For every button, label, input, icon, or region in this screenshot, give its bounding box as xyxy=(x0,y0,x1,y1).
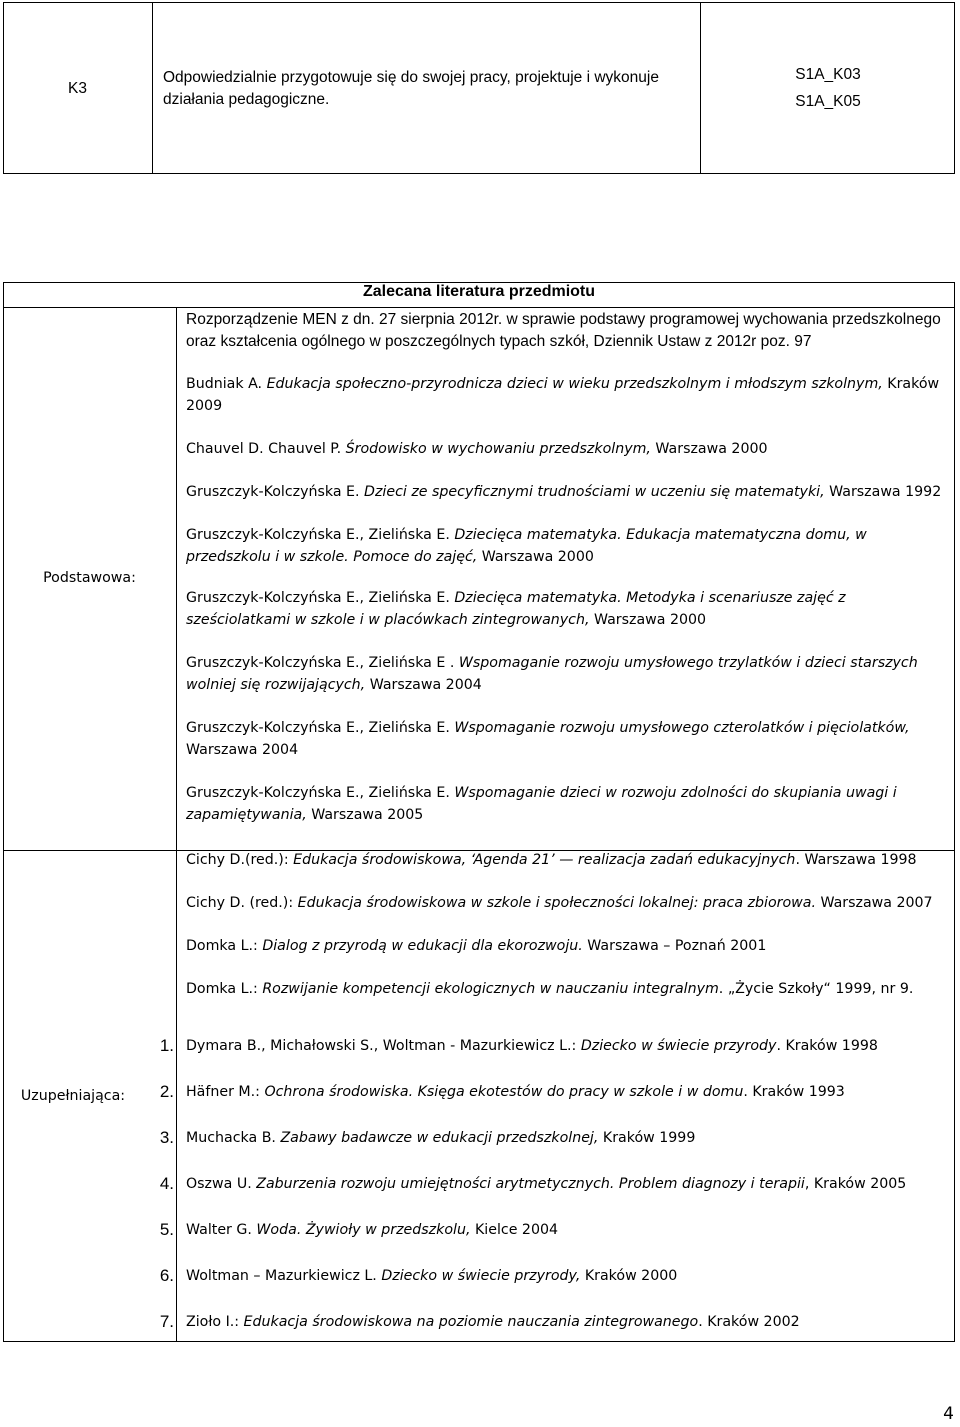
basic-item: Domka L.: Rozwijanie kompetencji ekologicznych w nauczaniu integralnym. „Życie Szkoły“ 1999, nr 9. xyxy=(186,981,914,997)
literature-title: Zalecana literatura przedmiotu xyxy=(362,283,596,300)
effect-ref-2: S1A_K05 xyxy=(795,93,861,110)
item-text: Dymara B., Michałowski S., Woltman - Mazurkiewicz L.: Dziecko w świecie przyrody. Kraków 1998 xyxy=(186,1038,878,1054)
effects-col-divider-1 xyxy=(152,2,153,174)
basic-item: Gruszczyk-Kolczyńska E., Zielińska E. Dziecięca matematyka. Metodyka i scenariusze zajęć z sześciolatkami w szkole i w placówkach zintegrowanych, Warszawa 2000 xyxy=(186,590,846,628)
supplementary-item xyxy=(130,1115,955,1161)
item-number: 3. xyxy=(159,1128,174,1147)
supplementary-item xyxy=(130,1023,955,1069)
regulation-entry: Rozporządzenie MEN z dn. 27 sierpnia 2012r. w sprawie podstawy programowej wychowania przedszkolnego oraz kształcenia ogólnego w poszczególnych typach szkół, Dziennik Ustaw z 2012r poz. 97 xyxy=(186,311,941,350)
item-number: 4. xyxy=(159,1174,174,1193)
basic-item: Gruszczyk-Kolczyńska E., Zielińska E. Wspomaganie dzieci w rozwoju zdolności do skupiania uwagi i zapamiętywania, Warszawa 2005 xyxy=(186,785,897,823)
effects-col-divider-2 xyxy=(700,2,701,174)
basic-item: Cichy D.(red.): Edukacja środowiskowa, ‘Agenda 21’ — realizacja zadań edukacyjnych. Warszawa 1998 xyxy=(186,852,917,868)
supplementary-label: Uzupełniająca: xyxy=(20,1088,126,1104)
supplementary-item xyxy=(130,1069,955,1115)
item-number: 5. xyxy=(159,1220,174,1239)
basic-list-continued xyxy=(186,849,951,1021)
item-text: Zioło I.: Edukacja środowiskowa na poziomie nauczania zintegrowanego. Kraków 2002 xyxy=(186,1314,800,1330)
effect-ref-1: S1A_K03 xyxy=(795,66,861,83)
item-text: Walter G. Woda. Żywioły w przedszkolu, Kielce 2004 xyxy=(186,1222,559,1238)
item-text: Häfner M.: Ochrona środowiska. Księga ekotestów do pracy w szkole i w domu. Kraków 1993 xyxy=(186,1084,845,1100)
basic-item: Gruszczyk-Kolczyńska E., Zielińska E . Wspomaganie rozwoju umysłowego trzylatków i dzieci starszych wolniej się rozwijających, Warszawa 2004 xyxy=(186,655,918,693)
literature-row-divider-left xyxy=(3,850,176,851)
page-number: 4 xyxy=(943,1404,954,1424)
item-number: 2. xyxy=(159,1082,174,1101)
supplementary-item xyxy=(130,1207,955,1253)
item-text: Oszwa U. Zaburzenia rozwoju umiejętności arytmetycznych. Problem diagnozy i terapii, Kraków 2005 xyxy=(186,1176,907,1192)
item-number: 6. xyxy=(159,1266,174,1285)
item-number: 1. xyxy=(159,1036,174,1055)
supplementary-item xyxy=(130,1161,955,1207)
basic-item: Gruszczyk-Kolczyńska E., Zielińska E. Wspomaganie rozwoju umysłowego czterolatków i pięciolatków, Warszawa 2004 xyxy=(186,720,910,758)
item-number: 7. xyxy=(159,1312,174,1331)
basic-list xyxy=(186,373,951,847)
effect-description: Odpowiedzialnie przygotowuje się do swojej pracy, projektuje i wykonuje działania pedagogiczne. xyxy=(163,69,659,108)
supplementary-list xyxy=(130,1023,955,1345)
basic-label: Podstawowa: xyxy=(43,570,136,586)
basic-item: Budniak A. Edukacja społeczno-przyrodnicza dzieci w wieku przedszkolnym i młodszym szkolnym, Kraków 2009 xyxy=(186,376,940,414)
literature-header-line xyxy=(3,307,955,308)
basic-item: Gruszczyk-Kolczyńska E., Zielińska E. Dziecięca matematyka. Edukacja matematyczna domu, w przedszkolu i w szkole. Pomoce do zajęć, Warszawa 2000 xyxy=(186,527,867,565)
basic-item: Gruszczyk-Kolczyńska E. Dzieci ze specyficznymi trudnościami w uczeniu się matematyki, Warszawa 1992 xyxy=(186,484,942,500)
effect-code: K3 xyxy=(68,80,87,97)
basic-item: Cichy D. (red.): Edukacja środowiskowa w szkole i społeczności lokalnej: praca zbiorowa. Warszawa 2007 xyxy=(186,895,933,911)
supplementary-item xyxy=(130,1299,955,1345)
basic-item: Domka L.: Dialog z przyrodą w edukacji dla ekorozwoju. Warszawa – Poznań 2001 xyxy=(186,938,767,954)
item-text: Woltman – Mazurkiewicz L. Dziecko w świecie przyrody, Kraków 2000 xyxy=(186,1268,678,1284)
supplementary-item xyxy=(130,1253,955,1299)
item-text: Muchacka B. Zabawy badawcze w edukacji przedszkolnej, Kraków 1999 xyxy=(186,1130,696,1146)
basic-item: Chauvel D. Chauvel P. Środowisko w wychowaniu przedszkolnym, Warszawa 2000 xyxy=(186,441,768,457)
